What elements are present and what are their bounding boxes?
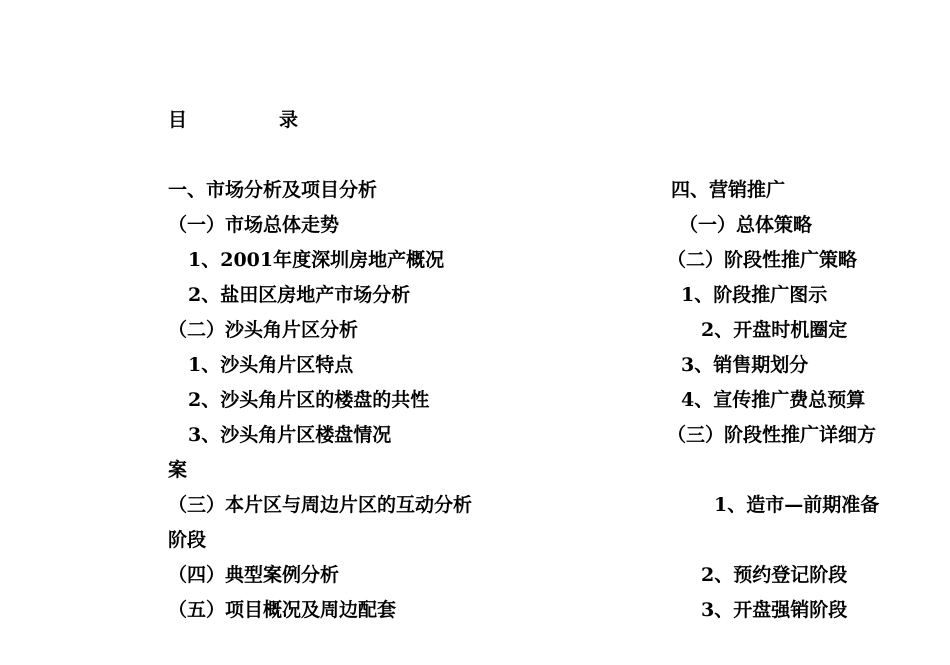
toc-left-item: 2、沙头角片区的楼盘的共性 <box>188 389 430 411</box>
toc-right-item: 2、预约登记阶段 <box>701 564 848 586</box>
toc-title-char-1: 目 <box>168 109 188 131</box>
toc-left-item: （四）典型案例分析 <box>168 564 340 586</box>
toc-right-item: 1、造市—前期准备 <box>714 494 880 516</box>
toc-right-item: 1、阶段推广图示 <box>681 284 828 306</box>
toc-left-item: （二）沙头角片区分析 <box>168 319 359 341</box>
toc-left-item: （五）项目概况及周边配套 <box>168 599 397 621</box>
toc-right-item: 3、开盘强销阶段 <box>701 599 848 621</box>
toc-right-item: （三）阶段性推广详细方 <box>667 424 877 446</box>
toc-left-item: 1、沙头角片区特点 <box>188 354 354 376</box>
toc-left-item: 一、市场分析及项目分析 <box>168 179 378 201</box>
toc-title-char-2: 录 <box>279 109 299 131</box>
toc-left-item: 2、盐田区房地产市场分析 <box>188 284 411 306</box>
toc-wrapped-fragment: 案 <box>168 459 188 481</box>
toc-right-item: 2、开盘时机圈定 <box>701 319 848 341</box>
toc-right-item: 3、销售期划分 <box>681 354 809 376</box>
toc-right-item: 4、宣传推广费总预算 <box>681 389 866 411</box>
toc-left-item: （三）本片区与周边片区的互动分析 <box>168 494 473 516</box>
toc-right-item: （一）总体策略 <box>679 214 813 236</box>
toc-wrapped-fragment: 阶段 <box>168 529 207 551</box>
toc-right-item: （二）阶段性推广策略 <box>667 249 858 271</box>
toc-left-item: （一）市场总体走势 <box>168 214 340 236</box>
toc-left-item: 3、沙头角片区楼盘情况 <box>188 424 392 446</box>
toc-right-item: 四、营销推广 <box>671 179 786 201</box>
toc-left-item: 1、2001年度深圳房地产概况 <box>188 249 445 271</box>
